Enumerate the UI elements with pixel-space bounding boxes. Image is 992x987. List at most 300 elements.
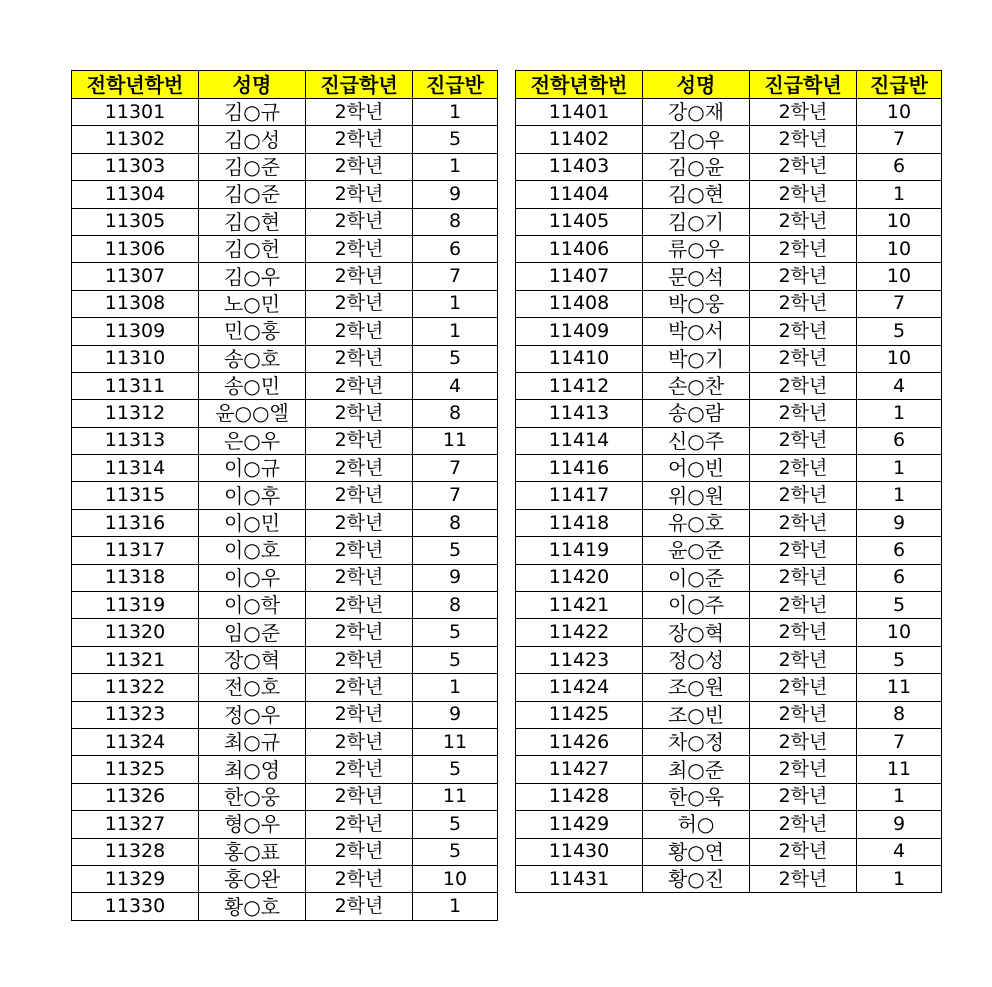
class-cell: 1 [413,893,498,920]
student-name-cell: 임○준 [199,619,306,646]
student-name-cell: 최○규 [199,728,306,755]
student-number-cell: 11305 [72,208,199,235]
student-name-cell: 신○주 [643,427,750,454]
grade-cell: 2학년 [750,728,857,755]
class-cell: 5 [413,646,498,673]
table-row [516,372,942,399]
class-cell: 1 [857,482,942,509]
table-row [516,181,942,208]
student-number-cell: 11420 [516,564,643,591]
class-cell: 8 [413,509,498,536]
class-cell: 7 [413,263,498,290]
student-name-cell: 조○빈 [643,701,750,728]
class-cell: 6 [857,537,942,564]
header-row [72,71,498,99]
table-row [516,400,942,427]
student-number-cell: 11309 [72,318,199,345]
student-name-cell: 문○석 [643,263,750,290]
grade-cell: 2학년 [750,427,857,454]
table-row [72,756,498,783]
table-row [72,646,498,673]
class-cell: 11 [857,756,942,783]
grade-cell: 2학년 [750,564,857,591]
grade-cell: 2학년 [306,126,413,153]
header-promoted-grade: 진급학년 [750,71,857,99]
grade-cell: 2학년 [306,537,413,564]
class-cell: 10 [857,619,942,646]
student-name-cell: 김○우 [643,126,750,153]
table-row [516,811,942,838]
class-cell: 9 [413,181,498,208]
student-number-cell: 11429 [516,811,643,838]
student-number-cell: 11322 [72,674,199,701]
table-row [72,400,498,427]
class-cell: 9 [857,811,942,838]
student-number-cell: 11422 [516,619,643,646]
class-cell: 11 [413,783,498,810]
student-name-cell: 장○혁 [199,646,306,673]
student-name-cell: 송○람 [643,400,750,427]
class-cell: 9 [413,701,498,728]
class-cell: 5 [857,592,942,619]
grade-cell: 2학년 [306,592,413,619]
grade-cell: 2학년 [306,756,413,783]
grade-cell: 2학년 [750,811,857,838]
grade-cell: 2학년 [750,372,857,399]
grade-cell: 2학년 [750,701,857,728]
class-cell: 4 [857,372,942,399]
student-number-cell: 11321 [72,646,199,673]
table-row [516,646,942,673]
student-number-cell: 11328 [72,838,199,865]
table-row [72,427,498,454]
class-cell: 10 [857,99,942,126]
grade-cell: 2학년 [306,865,413,892]
class-cell: 7 [413,482,498,509]
class-cell: 5 [857,318,942,345]
grade-cell: 2학년 [306,509,413,536]
table-row [516,427,942,454]
grade-cell: 2학년 [750,126,857,153]
student-name-cell: 홍○완 [199,865,306,892]
grade-cell: 2학년 [750,181,857,208]
student-number-cell: 11404 [516,181,643,208]
grade-cell: 2학년 [750,400,857,427]
student-number-cell: 11416 [516,455,643,482]
table-row [516,537,942,564]
student-number-cell: 11323 [72,701,199,728]
grade-cell: 2학년 [306,181,413,208]
grade-cell: 2학년 [306,235,413,262]
student-number-cell: 11426 [516,728,643,755]
class-cell: 11 [413,427,498,454]
table-row [516,482,942,509]
table-row [72,372,498,399]
student-name-cell: 이○후 [199,482,306,509]
table-row [516,756,942,783]
grade-cell: 2학년 [750,783,857,810]
student-name-cell: 김○준 [199,153,306,180]
student-number-cell: 11313 [72,427,199,454]
grade-cell: 2학년 [306,564,413,591]
grade-cell: 2학년 [750,838,857,865]
class-cell: 9 [413,564,498,591]
table-row [72,153,498,180]
class-cell: 11 [413,728,498,755]
table-row [516,838,942,865]
class-cell: 5 [413,838,498,865]
grade-cell: 2학년 [750,865,857,892]
student-name-cell: 위○원 [643,482,750,509]
student-name-cell: 정○우 [199,701,306,728]
student-number-cell: 11412 [516,372,643,399]
grade-cell: 2학년 [306,400,413,427]
student-name-cell: 이○우 [199,564,306,591]
header-row [516,71,942,99]
student-name-cell: 김○규 [199,99,306,126]
student-number-cell: 11324 [72,728,199,755]
grade-cell: 2학년 [750,756,857,783]
table-row [516,208,942,235]
student-name-cell: 한○욱 [643,783,750,810]
student-number-cell: 11316 [72,509,199,536]
class-cell: 10 [413,865,498,892]
table-row [72,208,498,235]
class-cell: 11 [857,674,942,701]
table-row [516,126,942,153]
table-row [72,674,498,701]
class-cell: 5 [857,646,942,673]
student-number-cell: 11326 [72,783,199,810]
class-cell: 7 [413,455,498,482]
table-row [516,865,942,892]
student-name-cell: 허○ [643,811,750,838]
grade-cell: 2학년 [306,674,413,701]
grade-cell: 2학년 [306,263,413,290]
student-name-cell: 박○웅 [643,290,750,317]
class-cell: 8 [413,400,498,427]
student-number-cell: 11307 [72,263,199,290]
student-number-cell: 11314 [72,455,199,482]
table-row [72,564,498,591]
grade-cell: 2학년 [306,455,413,482]
class-cell: 9 [857,509,942,536]
header-promoted-grade: 진급학년 [306,71,413,99]
student-number-cell: 11319 [72,592,199,619]
grade-cell: 2학년 [306,208,413,235]
student-number-cell: 11418 [516,509,643,536]
student-number-cell: 11413 [516,400,643,427]
grade-cell: 2학년 [750,455,857,482]
student-name-cell: 조○원 [643,674,750,701]
student-number-cell: 11327 [72,811,199,838]
table-row [516,674,942,701]
table-row [72,592,498,619]
grade-cell: 2학년 [750,482,857,509]
grade-cell: 2학년 [306,701,413,728]
class-cell: 10 [857,235,942,262]
table-row [516,345,942,372]
student-number-cell: 11402 [516,126,643,153]
roster-table-right [515,70,942,893]
student-name-cell: 강○재 [643,99,750,126]
student-name-cell: 유○호 [643,509,750,536]
student-number-cell: 11424 [516,674,643,701]
student-number-cell: 11408 [516,290,643,317]
student-number-cell: 11318 [72,564,199,591]
header-name: 성명 [199,71,306,99]
student-name-cell: 형○우 [199,811,306,838]
table-row [516,153,942,180]
class-cell: 5 [413,756,498,783]
grade-cell: 2학년 [306,290,413,317]
table-row [516,263,942,290]
student-name-cell: 이○규 [199,455,306,482]
grade-cell: 2학년 [306,646,413,673]
student-number-cell: 11325 [72,756,199,783]
class-cell: 1 [413,674,498,701]
table-row [72,181,498,208]
student-number-cell: 11431 [516,865,643,892]
table-row [516,290,942,317]
table-row [516,783,942,810]
student-name-cell: 은○우 [199,427,306,454]
table-row [72,619,498,646]
student-number-cell: 11311 [72,372,199,399]
class-cell: 6 [413,235,498,262]
header-name: 성명 [643,71,750,99]
class-cell: 1 [857,783,942,810]
class-cell: 10 [857,208,942,235]
table-row [516,619,942,646]
student-number-cell: 11310 [72,345,199,372]
grade-cell: 2학년 [306,811,413,838]
student-number-cell: 11315 [72,482,199,509]
student-name-cell: 이○호 [199,537,306,564]
grade-cell: 2학년 [306,345,413,372]
student-number-cell: 11427 [516,756,643,783]
student-number-cell: 11303 [72,153,199,180]
grade-cell: 2학년 [306,153,413,180]
table-row [72,290,498,317]
roster-table-left [71,70,498,921]
table-row [516,235,942,262]
student-number-cell: 11312 [72,400,199,427]
table-row [72,893,498,920]
student-number-cell: 11320 [72,619,199,646]
grade-cell: 2학년 [750,509,857,536]
student-name-cell: 황○연 [643,838,750,865]
student-name-cell: 박○서 [643,318,750,345]
table-row [72,318,498,345]
student-name-cell: 최○영 [199,756,306,783]
student-number-cell: 11301 [72,99,199,126]
table-row [516,318,942,345]
grade-cell: 2학년 [306,318,413,345]
table-row [72,537,498,564]
grade-cell: 2학년 [750,153,857,180]
header-promoted-class: 진급반 [857,71,942,99]
student-name-cell: 홍○표 [199,838,306,865]
student-number-cell: 11419 [516,537,643,564]
grade-cell: 2학년 [750,263,857,290]
student-name-cell: 김○현 [199,208,306,235]
table-row [516,564,942,591]
grade-cell: 2학년 [750,592,857,619]
class-cell: 1 [857,181,942,208]
student-name-cell: 노○민 [199,290,306,317]
grade-cell: 2학년 [750,290,857,317]
student-name-cell: 손○찬 [643,372,750,399]
student-number-cell: 11403 [516,153,643,180]
student-number-cell: 11306 [72,235,199,262]
student-name-cell: 김○성 [199,126,306,153]
class-cell: 5 [413,619,498,646]
student-number-cell: 11409 [516,318,643,345]
student-name-cell: 김○헌 [199,235,306,262]
grade-cell: 2학년 [750,646,857,673]
table-row [72,838,498,865]
table-row [72,728,498,755]
student-name-cell: 김○윤 [643,153,750,180]
student-name-cell: 정○성 [643,646,750,673]
class-cell: 8 [413,208,498,235]
class-cell: 10 [857,345,942,372]
class-cell: 1 [857,865,942,892]
student-name-cell: 이○주 [643,592,750,619]
table-row [516,509,942,536]
table-row [72,701,498,728]
class-cell: 5 [413,126,498,153]
class-cell: 4 [413,372,498,399]
grade-cell: 2학년 [750,619,857,646]
grade-cell: 2학년 [306,728,413,755]
class-cell: 1 [413,318,498,345]
class-cell: 7 [857,126,942,153]
student-name-cell: 민○홍 [199,318,306,345]
student-number-cell: 11302 [72,126,199,153]
header-prev-student-number: 전학년학번 [72,71,199,99]
table-row [72,263,498,290]
student-name-cell: 전○호 [199,674,306,701]
table-row [72,99,498,126]
student-name-cell: 김○우 [199,263,306,290]
student-name-cell: 송○민 [199,372,306,399]
table-row [72,126,498,153]
student-number-cell: 11430 [516,838,643,865]
student-number-cell: 11410 [516,345,643,372]
class-cell: 5 [413,537,498,564]
header-prev-student-number: 전학년학번 [516,71,643,99]
table-row [72,482,498,509]
student-name-cell: 황○호 [199,893,306,920]
class-cell: 1 [857,400,942,427]
table-row [516,701,942,728]
student-number-cell: 11423 [516,646,643,673]
student-number-cell: 11304 [72,181,199,208]
grade-cell: 2학년 [750,674,857,701]
student-name-cell: 이○학 [199,592,306,619]
grade-cell: 2학년 [306,838,413,865]
student-name-cell: 김○현 [643,181,750,208]
grade-cell: 2학년 [306,482,413,509]
table-row [72,783,498,810]
class-cell: 6 [857,153,942,180]
class-cell: 1 [413,153,498,180]
class-cell: 5 [413,811,498,838]
student-name-cell: 황○진 [643,865,750,892]
class-cell: 10 [857,263,942,290]
grade-cell: 2학년 [750,208,857,235]
grade-cell: 2학년 [306,619,413,646]
class-cell: 4 [857,838,942,865]
student-number-cell: 11330 [72,893,199,920]
grade-cell: 2학년 [306,372,413,399]
student-name-cell: 최○준 [643,756,750,783]
student-number-cell: 11421 [516,592,643,619]
grade-cell: 2학년 [306,783,413,810]
student-name-cell: 김○준 [199,181,306,208]
class-cell: 5 [413,345,498,372]
student-number-cell: 11407 [516,263,643,290]
grade-cell: 2학년 [750,235,857,262]
table-row [72,235,498,262]
table-row [516,592,942,619]
student-number-cell: 11417 [516,482,643,509]
grade-cell: 2학년 [750,99,857,126]
class-cell: 8 [413,592,498,619]
student-number-cell: 11308 [72,290,199,317]
student-number-cell: 11329 [72,865,199,892]
student-number-cell: 11425 [516,701,643,728]
student-name-cell: 이○준 [643,564,750,591]
student-name-cell: 송○호 [199,345,306,372]
grade-cell: 2학년 [750,345,857,372]
student-number-cell: 11406 [516,235,643,262]
class-cell: 7 [857,728,942,755]
table-row [72,811,498,838]
grade-cell: 2학년 [750,318,857,345]
student-name-cell: 어○빈 [643,455,750,482]
student-name-cell: 김○기 [643,208,750,235]
table-row [516,728,942,755]
table-row [516,455,942,482]
student-name-cell: 이○민 [199,509,306,536]
header-promoted-class: 진급반 [413,71,498,99]
class-cell: 1 [413,290,498,317]
class-cell: 7 [857,290,942,317]
grade-cell: 2학년 [306,99,413,126]
student-number-cell: 11405 [516,208,643,235]
class-cell: 6 [857,564,942,591]
student-name-cell: 장○혁 [643,619,750,646]
table-row [72,509,498,536]
student-number-cell: 11428 [516,783,643,810]
student-name-cell: 한○웅 [199,783,306,810]
table-row [72,455,498,482]
class-cell: 1 [413,99,498,126]
class-cell: 6 [857,427,942,454]
table-row [516,99,942,126]
student-name-cell: 윤○○엘 [199,400,306,427]
student-name-cell: 류○우 [643,235,750,262]
table-row [72,865,498,892]
table-row [72,345,498,372]
class-cell: 8 [857,701,942,728]
student-number-cell: 11317 [72,537,199,564]
student-name-cell: 윤○준 [643,537,750,564]
grade-cell: 2학년 [306,893,413,920]
